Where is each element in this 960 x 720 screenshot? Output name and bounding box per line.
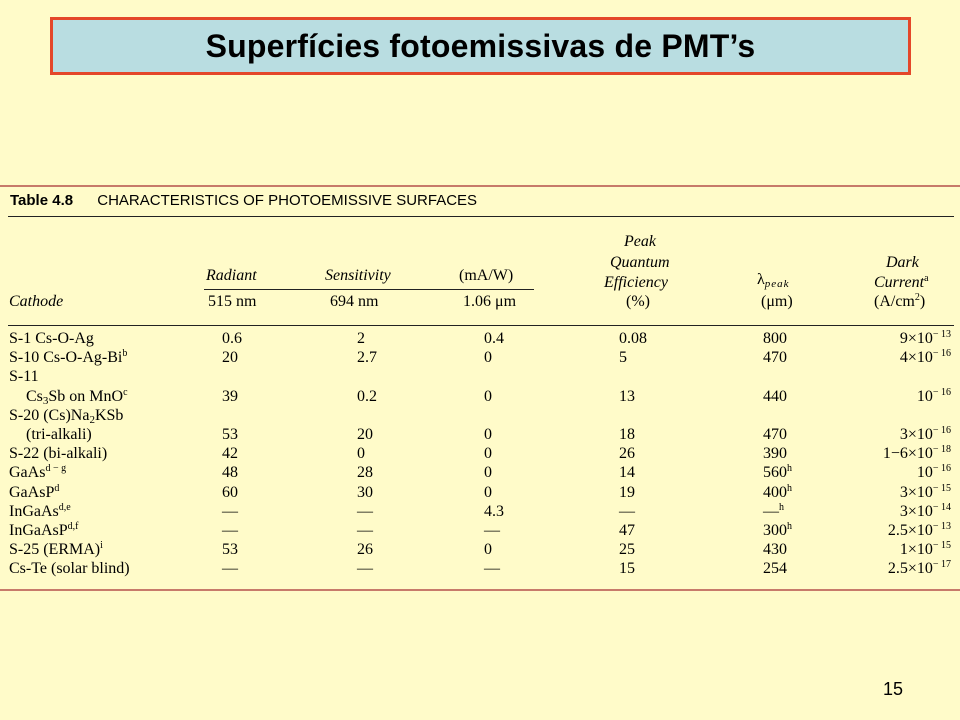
cell-cathode: InGaAs$^{d,e}$ — [9, 501, 71, 520]
cell-sensitivity: 30 — [357, 483, 373, 501]
cell-lambda-peak: 470 — [763, 349, 787, 367]
cell-sensitivity: 2.7 — [357, 349, 377, 367]
cell-cathode: S-10 Cs-O-Ag-Bi$^b$ — [9, 348, 128, 367]
table-row — [0, 464, 960, 484]
cell-quantum-efficiency: 19 — [619, 483, 635, 501]
cell-sensitivity: 0 — [357, 445, 365, 463]
cell-cathode: InGaAsP$^{d,f}$ — [9, 521, 79, 539]
cell-dark-current: $2.5\times 10^{- 17}$ — [887, 559, 951, 578]
header-um: (μm) — [761, 293, 793, 310]
cell-radiant: 53 — [222, 426, 238, 443]
cell-lambda-peak: —$^h$ — [763, 501, 784, 520]
cell-ma-w: 0 — [484, 426, 492, 443]
cell-quantum-efficiency: 26 — [619, 445, 635, 463]
cell-radiant: — — [222, 502, 238, 520]
header-quantum: Quantum — [610, 254, 670, 271]
cell-quantum-efficiency: 13 — [619, 387, 635, 405]
table-panel — [0, 185, 960, 591]
cell-sensitivity: 20 — [357, 426, 373, 443]
cell-lambda-peak: 400$^h$ — [763, 482, 792, 501]
cell-lambda-peak: 300$^h$ — [763, 521, 792, 539]
cell-ma-w: 4.3 — [484, 502, 504, 520]
cell-lambda-peak: 440 — [763, 387, 787, 405]
table-row — [0, 388, 960, 408]
table-row — [0, 349, 960, 369]
table-row — [0, 330, 960, 350]
cell-cathode: GaAs$^{d - g}$ — [9, 463, 67, 482]
cell-ma-w: — — [484, 522, 500, 539]
slide-title-box — [50, 17, 911, 75]
table-caption — [10, 192, 477, 209]
table-row — [0, 445, 960, 465]
cell-cathode: GaAsP$^d$ — [9, 482, 60, 501]
cell-radiant: — — [222, 522, 238, 539]
cell-radiant: 20 — [222, 349, 238, 367]
slide-title: Superfícies fotoemissivas de PMT’s — [205, 27, 756, 64]
cell-dark-current: $10^{- 16}$ — [916, 463, 951, 482]
table-row — [0, 426, 960, 446]
cell-sensitivity: 2 — [357, 330, 365, 347]
cell-radiant: — — [222, 560, 238, 578]
cell-radiant: 39 — [222, 387, 238, 405]
cell-quantum-efficiency: 5 — [619, 349, 627, 367]
cell-radiant: 0.6 — [222, 330, 242, 347]
header-dark: Dark — [886, 254, 919, 271]
cell-quantum-efficiency: 18 — [619, 426, 635, 443]
cell-sensitivity: — — [357, 560, 373, 578]
cell-quantum-efficiency: 0.08 — [619, 330, 647, 347]
header-efficiency: Efficiency — [604, 274, 668, 291]
cell-quantum-efficiency: 14 — [619, 464, 635, 482]
cell-sensitivity: 26 — [357, 541, 373, 559]
cell-ma-w: 0.4 — [484, 330, 504, 347]
page-number: 15 — [883, 679, 904, 699]
cell-quantum-efficiency: 15 — [619, 560, 635, 578]
table-caption-text: CHARACTERISTICS OF PHOTOEMISSIVE SURFACES — [97, 192, 478, 209]
table-row — [0, 484, 960, 504]
cell-ma-w: 0 — [484, 464, 492, 482]
header-cathode: Cathode — [9, 293, 64, 310]
cell-sensitivity: — — [357, 502, 373, 520]
header-lambda: $\lambda_{peak}$ — [757, 271, 790, 290]
cell-lambda-peak: 560$^h$ — [763, 463, 792, 482]
cell-radiant: 42 — [222, 445, 238, 463]
table-row — [0, 522, 960, 542]
cell-ma-w: 0 — [484, 541, 492, 559]
cell-radiant: 53 — [222, 541, 238, 559]
cell-dark-current: $4\times 10^{- 16}$ — [899, 348, 951, 367]
table-row — [0, 560, 960, 580]
cell-radiant: 60 — [222, 483, 238, 501]
header-current: Current$^a$ — [874, 273, 929, 291]
cell-lambda-peak: 430 — [763, 541, 787, 559]
header-peak: Peak — [624, 233, 656, 250]
cell-dark-current: $3\times 10^{- 15}$ — [899, 482, 951, 501]
table-row — [0, 368, 960, 388]
cell-radiant: 48 — [222, 464, 238, 482]
header-106um: 1.06 μm — [463, 293, 517, 310]
cell-cathode: S-1 Cs-O-Ag — [9, 330, 94, 347]
header-515nm: 515 nm — [208, 293, 257, 310]
header-bottom-rule — [8, 325, 954, 326]
header-694nm: 694 nm — [330, 293, 379, 310]
cell-lambda-peak: 390 — [763, 445, 787, 463]
header-percent: (%) — [626, 293, 650, 310]
cell-sensitivity: — — [357, 522, 373, 539]
cell-dark-current: $3\times 10^{- 16}$ — [899, 425, 951, 443]
cell-cathode: $Cs_3Sb$ on MnO$^c$ — [26, 386, 128, 407]
header-ma-w: (mA/W) — [459, 267, 514, 284]
cell-ma-w: 0 — [484, 387, 492, 405]
cell-ma-w: 0 — [484, 445, 492, 463]
table-row — [0, 407, 960, 427]
cell-quantum-efficiency: — — [619, 502, 635, 520]
cell-sensitivity: 28 — [357, 464, 373, 482]
cell-lambda-peak: 254 — [763, 560, 787, 578]
table-label: Table 4.8 — [10, 192, 74, 209]
cell-sensitivity: 0.2 — [357, 387, 377, 405]
header-current-unit: $(A/cm^2)$ — [874, 292, 926, 310]
cell-dark-current: $10^{- 16}$ — [916, 386, 951, 405]
cell-lambda-peak: 800 — [763, 330, 787, 347]
cell-cathode: Cs-Te (solar blind) — [9, 560, 130, 578]
cell-cathode: S-11 — [9, 368, 39, 386]
table-row — [0, 541, 960, 561]
cell-quantum-efficiency: 25 — [619, 541, 635, 559]
cell-cathode: S-22 (bi-alkali) — [9, 445, 108, 463]
header-subrule — [204, 289, 534, 290]
cell-quantum-efficiency: 47 — [619, 522, 635, 539]
cell-dark-current: $9\times 10^{- 13}$ — [899, 329, 951, 347]
cell-lambda-peak: 470 — [763, 426, 787, 443]
cell-ma-w: — — [484, 560, 500, 578]
table-row — [0, 503, 960, 523]
cell-dark-current: $3\times 10^{- 14}$ — [899, 501, 951, 520]
header-sensitivity: Sensitivity — [325, 267, 391, 284]
cell-ma-w: 0 — [484, 483, 492, 501]
top-rule — [8, 216, 954, 217]
header-radiant: Radiant — [206, 267, 257, 284]
cell-cathode: S-25 (ERMA)$^i$ — [9, 540, 103, 559]
cell-dark-current: $2.5\times 10^{- 13}$ — [887, 521, 951, 539]
cell-cathode: S-20 $(Cs)Na_2KSb$ — [9, 406, 124, 426]
cell-dark-current: $1-6\times 10^{- 18}$ — [882, 444, 951, 463]
cell-cathode: (tri-alkali) — [26, 426, 92, 443]
cell-ma-w: 0 — [484, 349, 492, 367]
cell-dark-current: $1\times 10^{- 15}$ — [899, 540, 951, 559]
